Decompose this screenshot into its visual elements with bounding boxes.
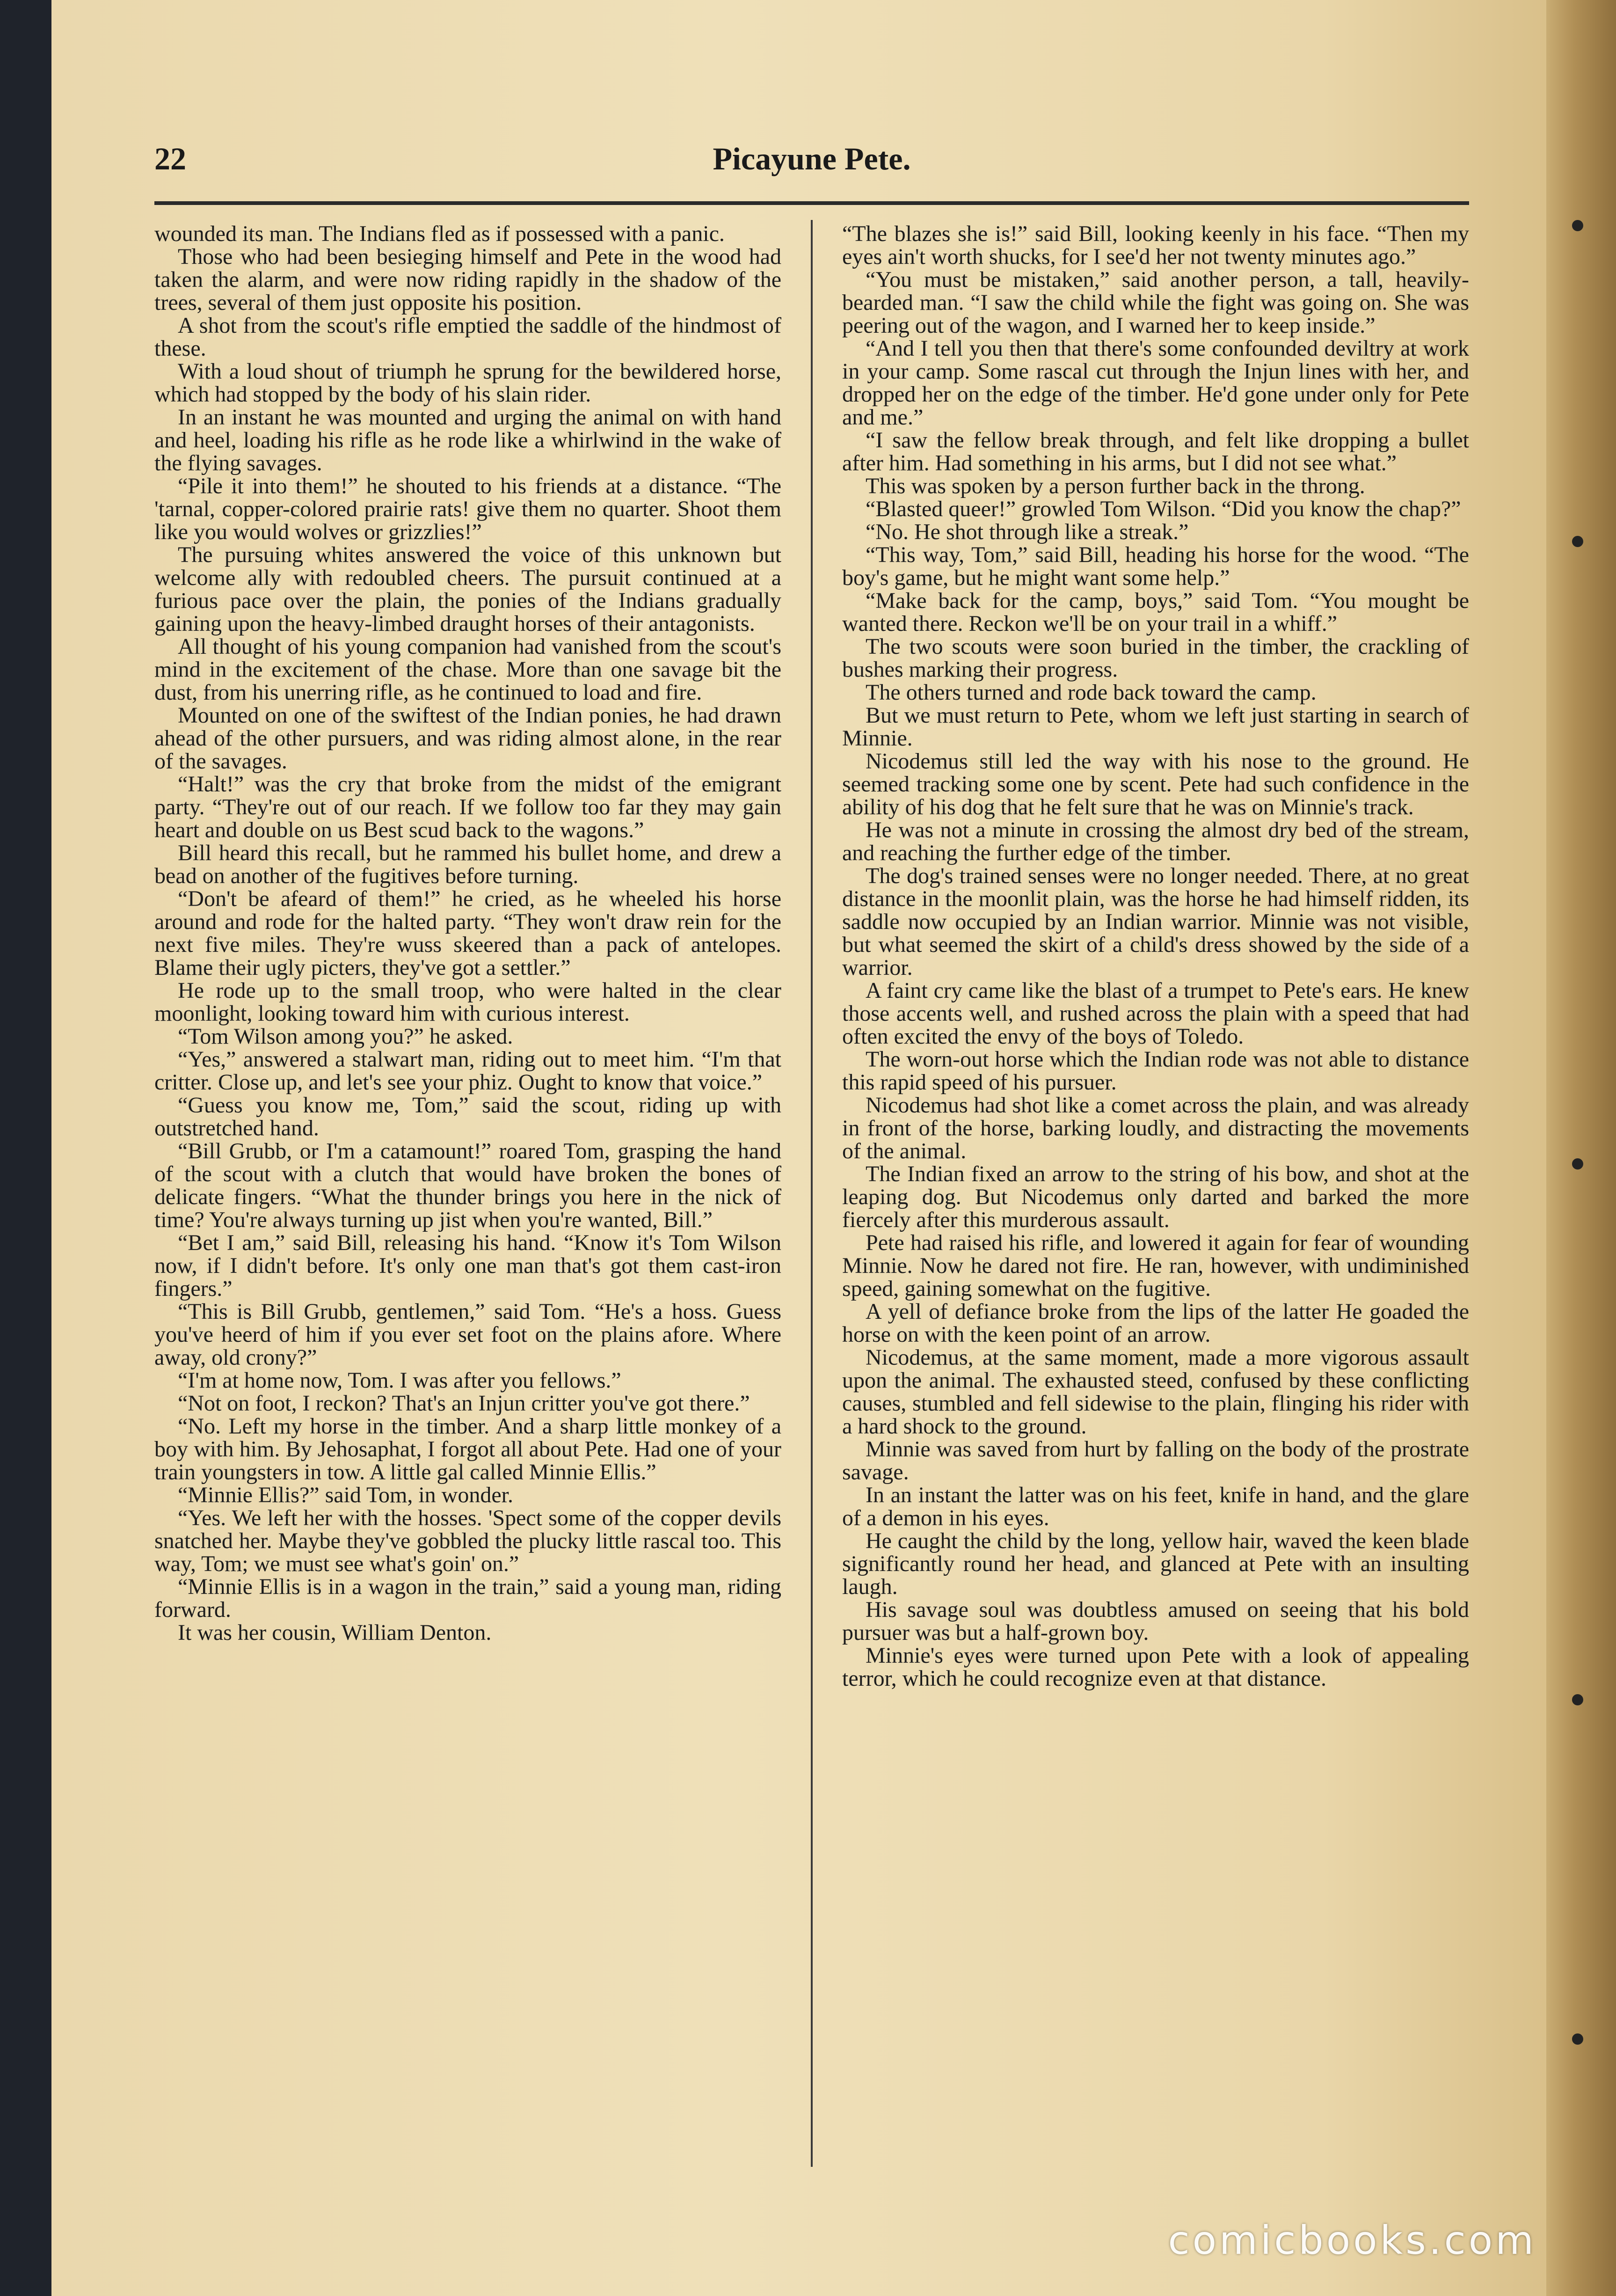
paragraph: “Make back for the camp, boys,” said Tom. “You mought be wanted there. Reckon we'll be on your trail in a whiff.” <box>842 588 1469 636</box>
paragraph: Nicodemus had shot like a comet across the plain, and was already in front of the horse, barking loudly, and distracting the movements of the animal. <box>842 1093 1469 1163</box>
paragraph: All thought of his young companion had vanished from the scout's mind in the excitement of the chase. More than one savage bit the dust, from his unerring rifle, as he continued to load and fire. <box>154 634 781 705</box>
paragraph: “And I tell you then that there's some confounded deviltry at work in your camp. Some rascal cut through the Injun lines with her, and dropped her on the edge of the timber. He'd gone under only for Pete and me.” <box>842 336 1469 430</box>
paragraph: The worn-out horse which the Indian rode was not able to distance this rapid speed of his pursuer. <box>842 1047 1469 1095</box>
paragraph: But we must return to Pete, whom we left just starting in search of Minnie. <box>842 703 1469 751</box>
paragraph: “The blazes she is!” said Bill, looking keenly in his face. “Then my eyes ain't worth shucks, for I see'd her not twenty minutes ago.” <box>842 222 1469 269</box>
paragraph: “Minnie Ellis?” said Tom, in wonder. <box>178 1483 513 1507</box>
running-title: Picayune Pete. <box>713 141 911 176</box>
paragraph: His savage soul was doubtless amused on seeing that his bold pursuer was but a half-grown boy. <box>842 1597 1469 1645</box>
paragraph: “Guess you know me, Tom,” said the scout, riding up with outstretched hand. <box>154 1093 781 1141</box>
column-divider <box>811 220 813 2167</box>
paragraph: The Indian fixed an arrow to the string of his bow, and shot at the leaping dog. But Nicodemus only darted and barked the more fiercely after this murderous assault. <box>842 1162 1469 1232</box>
paragraph: “Bet I am,” said Bill, releasing his hand. “Know it's Tom Wilson now, if I didn't before. It's only one man that's got them cast-iron fingers.” <box>154 1230 781 1301</box>
paragraph: Nicodemus, at the same moment, made a more vigorous assault upon the animal. The exhausted steed, confused by these conflicting causes, stumbled and fell sidewise to the plain, flinging his rider with a hard shock to the ground. <box>842 1345 1469 1439</box>
paragraph: “Yes,” answered a stalwart man, riding out to meet him. “I'm that critter. Close up, and let's see your phiz. Ought to know that voice.” <box>154 1047 781 1095</box>
paragraph: “Minnie Ellis is in a wagon in the train,” said a young man, riding forward. <box>154 1574 781 1622</box>
paragraph: “No. He shot through like a streak.” <box>866 519 1189 544</box>
paragraph: “I saw the fellow break through, and felt like dropping a bullet after him. Had something in his arms, but I did not see what.” <box>842 428 1469 475</box>
right-column <box>842 222 1469 2169</box>
paragraph: “Yes. We left her with the hosses. 'Spect some of the copper devils snatched her. Maybe they've gobbled the plucky little rascal too. This way, Tom; we must see what's goin' on.” <box>154 1506 781 1576</box>
paragraph: In an instant he was mounted and urging the animal on with hand and heel, loading his rifle as he rode like a whirlwind in the wake of the flying savages. <box>154 405 781 475</box>
binding-pin <box>1572 536 1583 547</box>
paragraph: “Halt!” was the cry that broke from the midst of the emigrant party. “They're out of our reach. If we follow too far they may gain heart and double on us Best scud back to the wagons.” <box>154 772 781 842</box>
paragraph: “Tom Wilson among you?” he asked. <box>178 1024 513 1049</box>
paragraph: “You must be mistaken,” said another person, a tall, heavily-bearded man. “I saw the child while the fight was going on. She was peering out of the wagon, and I warned her to keep inside.” <box>842 267 1469 338</box>
paragraph: “Blasted queer!” growled Tom Wilson. “Did you know the chap?” <box>866 497 1461 521</box>
paragraph: In an instant the latter was on his feet, knife in hand, and the glare of a demon in his eyes. <box>842 1483 1469 1530</box>
left-column <box>154 222 781 2169</box>
paragraph: The pursuing whites answered the voice of this unknown but welcome ally with redoubled cheers. The pursuit continued at a furious pace over the plain, the ponies of the Indians gradually gaining upon the heavy-limbed draught horses of their antagonists. <box>154 542 781 636</box>
binding-pin <box>1572 2033 1583 2045</box>
binding-pin <box>1572 1158 1583 1170</box>
paragraph: He was not a minute in crossing the almost dry bed of the stream, and reaching the further edge of the timber. <box>842 818 1469 865</box>
paragraph: The two scouts were soon buried in the timber, the crackling of bushes marking their progress. <box>842 634 1469 682</box>
binding-pin <box>1572 1694 1583 1705</box>
paragraph: Minnie's eyes were turned upon Pete with a look of appealing terror, which he could recognize even at that distance. <box>842 1643 1469 1691</box>
paragraph: “Pile it into them!” he shouted to his friends at a distance. “The 'tarnal, copper-colored prairie rats! give them no quarter. Shoot them like you would wolves or grizzlies!” <box>154 474 781 544</box>
paragraph: Bill heard this recall, but he rammed his bullet home, and drew a bead on another of the fugitives before turning. <box>154 841 781 888</box>
paragraph: With a loud shout of triumph he sprung for the bewildered horse, which had stopped by the body of his slain rider. <box>154 359 781 407</box>
paragraph: “Not on foot, I reckon? That's an Injun critter you've got there.” <box>178 1391 750 1416</box>
paragraph: Nicodemus still led the way with his nose to the ground. He seemed tracking some one by scent. Pete had such confidence in the ability of his dog that he felt sure that he was on Minnie's track. <box>842 749 1469 819</box>
page-binding-edge <box>1546 0 1616 2296</box>
paragraph: A shot from the scout's rifle emptied the saddle of the hindmost of these. <box>154 313 781 361</box>
paragraph: Pete had raised his rifle, and lowered it again for fear of wounding Minnie. Now he dared not fire. He ran, however, with undiminished speed, gaining somewhat on the fugitive. <box>842 1230 1469 1301</box>
paragraph: A faint cry came like the blast of a trumpet to Pete's ears. He knew those accents well, and rushed across the plain with a speed that had often excited the envy of the boys of Toledo. <box>842 978 1469 1049</box>
paragraph: He rode up to the small troop, who were halted in the clear moonlight, looking toward him with curious interest. <box>154 978 781 1026</box>
paragraph: The others turned and rode back toward the camp. <box>866 680 1317 705</box>
paragraph: Minnie was saved from hurt by falling on the body of the prostrate savage. <box>842 1437 1469 1484</box>
paragraph: Those who had been besieging himself and Pete in the wood had taken the alarm, and were now riding rapidly in the shadow of the trees, several of them just opposite his position. <box>154 244 781 315</box>
page-number: 22 <box>154 141 186 176</box>
paragraph: “Don't be afeard of them!” he cried, as he wheeled his horse around and rode for the halted party. “They won't draw rein for the next five miles. They're wuss skeered than a pack of antelopes. Blame their ugly picters, they've got a settler.” <box>154 886 781 980</box>
watermark: comicbooks.com <box>1168 2217 1536 2263</box>
page-header <box>154 140 1469 192</box>
paragraph: “This way, Tom,” said Bill, heading his horse for the wood. “The boy's game, but he might want some help.” <box>842 542 1469 590</box>
header-rule <box>154 201 1469 205</box>
paragraph: Mounted on one of the swiftest of the Indian ponies, he had drawn ahead of the other pursuers, and was riding almost alone, in the rear of the savages. <box>154 703 781 774</box>
paragraph: The dog's trained senses were no longer needed. There, at no great distance in the moonlit plain, was the horse he had himself ridden, its saddle now occupied by an Indian warrior. Minnie was not visible, but what seemed the skirt of a child's dress showed by the side of a warrior. <box>842 863 1469 980</box>
paragraph: “Bill Grubb, or I'm a catamount!” roared Tom, grasping the hand of the scout with a clutch that would have broken the bones of delicate fingers. “What the thunder brings you here in the nick of time? You're always turning up jist when you're wanted, Bill.” <box>154 1139 781 1232</box>
paragraph: wounded its man. The Indians fled as if possessed with a panic. <box>154 222 725 246</box>
paragraph: A yell of defiance broke from the lips of the latter He goaded the horse on with the keen point of an arrow. <box>842 1299 1469 1347</box>
binding-pin <box>1572 220 1583 231</box>
paragraph: “No. Left my horse in the timber. And a sharp little monkey of a boy with him. By Jehosaphat, I forgot all about Pete. Had one of your train youngsters in tow. A little gal called Minnie Ellis.” <box>154 1414 781 1484</box>
paragraph: “I'm at home now, Tom. I was after you fellows.” <box>178 1368 621 1393</box>
paragraph: It was her cousin, William Denton. <box>178 1620 492 1645</box>
paragraph: This was spoken by a person further back in the throng. <box>866 474 1365 498</box>
paragraph: “This is Bill Grubb, gentlemen,” said Tom. “He's a hoss. Guess you've heerd of him if you ever set foot on the plains afore. Where away, old crony?” <box>154 1299 781 1370</box>
paragraph: He caught the child by the long, yellow hair, waved the keen blade significantly round her head, and glanced at Pete with an insulting laugh. <box>842 1528 1469 1599</box>
